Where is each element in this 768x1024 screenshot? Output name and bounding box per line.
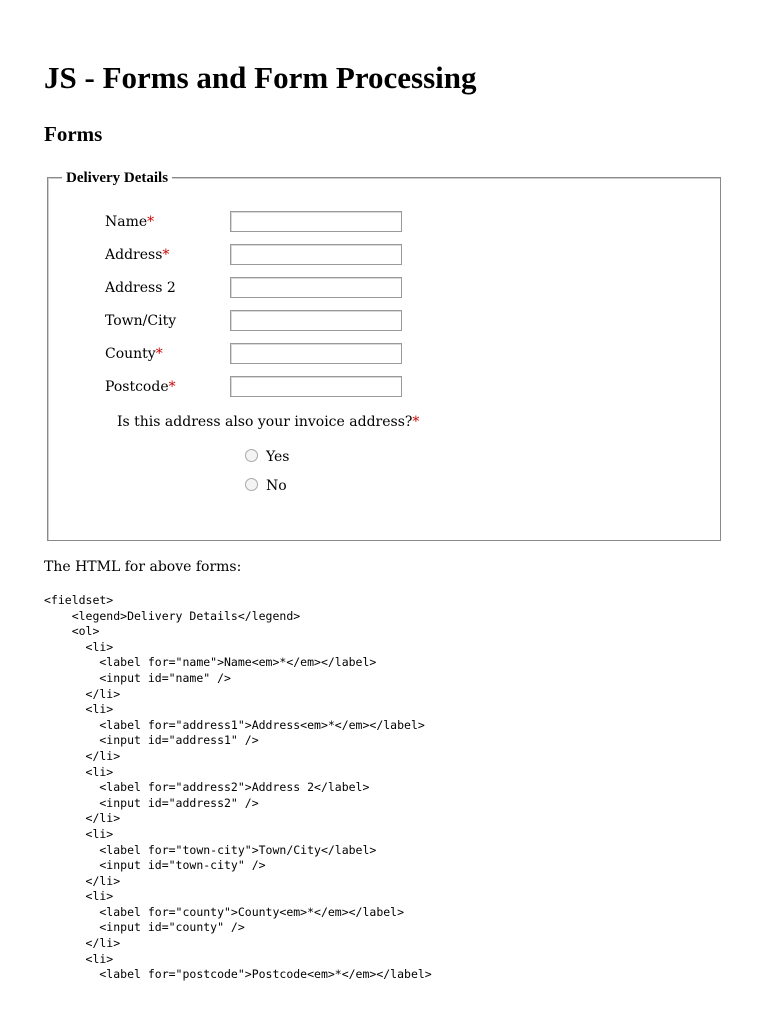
radio-no-label: No [266, 478, 287, 494]
radio-yes-option[interactable] [245, 448, 290, 468]
town-city-row [105, 310, 425, 332]
name-row [105, 211, 425, 233]
code-line: <li> [44, 826, 114, 841]
page-title: JS - Forms and Form Processing [44, 60, 477, 95]
address2-input[interactable] [230, 277, 402, 298]
code-line: <ol> [44, 624, 100, 639]
radio-yes[interactable] [245, 449, 258, 462]
postcode-label: Postcode* [105, 379, 176, 395]
county-label: County* [105, 346, 163, 362]
radio-no[interactable] [245, 478, 258, 491]
county-input[interactable] [230, 343, 402, 364]
town-city-input[interactable] [230, 310, 402, 331]
code-line: <fieldset> [44, 593, 114, 607]
code-line: <input id="name" /> [44, 670, 231, 685]
code-line: <li> [44, 639, 114, 654]
code-line: <li> [44, 951, 114, 966]
code-line: <input id="town-city" /> [44, 858, 266, 873]
code-line: </li> [44, 811, 121, 826]
code-line: <input id="address1" /> [44, 733, 259, 748]
name-label: Name* [105, 214, 155, 230]
code-line: <input id="address2" /> [44, 795, 259, 810]
address-row [105, 244, 425, 266]
code-line: </li> [44, 873, 121, 888]
code-intro-text: The HTML for above forms: [44, 559, 242, 575]
code-line: <li> [44, 764, 114, 779]
address-label: Address* [105, 247, 170, 263]
address2-label: Address 2 [105, 280, 176, 296]
town-city-label: Town/City [105, 313, 177, 329]
invoice-question: Is this address also your invoice address?* [117, 414, 420, 430]
code-line: <label for="town-city">Town/City</label> [44, 842, 377, 857]
county-row [105, 343, 425, 365]
code-line: <label for="name">Name<em>*</em></label> [44, 655, 377, 670]
radio-no-option[interactable] [245, 477, 287, 497]
code-line: </li> [44, 936, 121, 951]
postcode-input[interactable] [230, 376, 402, 397]
code-line: <li> [44, 889, 114, 904]
section-title: Forms [44, 122, 103, 146]
code-line: <label for="postcode">Postcode<em>*</em></label> [44, 967, 432, 982]
code-line: </li> [44, 748, 121, 763]
code-line: </li> [44, 686, 121, 701]
code-line: <label for="county">County<em>*</em></label> [44, 904, 405, 919]
radio-yes-label: Yes [266, 449, 290, 465]
fieldset-legend: Delivery Details [62, 168, 172, 188]
html-code-block [44, 593, 432, 983]
code-line: <legend>Delivery Details</legend> [44, 608, 301, 623]
name-input[interactable] [230, 211, 402, 232]
code-line: <input id="county" /> [44, 920, 245, 935]
delivery-details-fieldset [47, 170, 721, 541]
address2-row [105, 277, 425, 299]
postcode-row [105, 376, 425, 398]
code-line: <li> [44, 702, 114, 717]
code-line: <label for="address1">Address<em>*</em></label> [44, 717, 425, 732]
address-input[interactable] [230, 244, 402, 265]
code-line: <label for="address2">Address 2</label> [44, 780, 370, 795]
